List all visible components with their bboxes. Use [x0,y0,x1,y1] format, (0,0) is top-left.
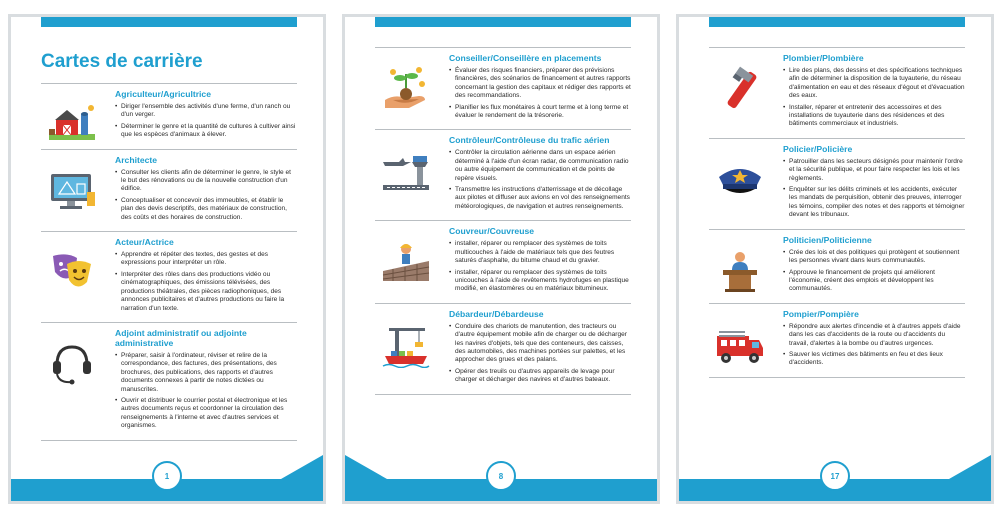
page-number: 1 [152,461,182,491]
career-list [709,47,965,378]
career-title: Pompier/Pompière [783,308,859,319]
career-title: Adjoint administratif ou adjointe administrative [115,327,247,348]
career-title: Plombier/Plombière [783,53,864,63]
career-list [41,83,297,441]
career-bullet: • installer, réparer ou remplacer des systèmes de toits unicouches à l'aide de revêtements hydrofuges en plastique modifié, en élastomères ou en matériaux bitumineux. [449,269,631,294]
career-card-politician [709,229,965,303]
career-bullet: • Préparer, saisir à l'ordinateur, réviser et relire de la correspondance, des factures, des présentations, des brochures, des publications, des rapports et d'autres documents connexes à partir de notes dictées ou manuscrites. [115,352,297,394]
top-accent-bar [709,17,965,27]
career-bullet: • Déterminer le genre et la quantité de cultures à cultiver ainsi que les espèces d'animaux à élever. [115,123,297,140]
career-bullet: • Crée des lois et des politiques qui protègent et soutiennent les personnes vivant dans leurs communautés. [783,249,965,266]
career-bullet: • Lire des plans, des dessins et des spécifications techniques afin de déterminer la disposition de la tuyauterie, du réseau d'alimentation en eau et des réseaux d'égout et d'évacuation des eaux. [783,67,965,101]
document-title: Cartes de carrière [41,51,203,72]
page-17 [676,14,994,504]
career-bullet: • Diriger l'ensemble des activités d'une ferme, d'un ranch ou d'un verger. [115,103,297,120]
career-bullet: • Opérer des treuils ou d'autres appareils de levage pour charger et décharger des navires et d'autres bateaux. [449,368,631,385]
career-card-firefighter [709,303,965,378]
career-card-longshore-worker [375,303,631,395]
page-number: 17 [820,461,850,491]
career-card-police-officer [709,138,965,229]
career-title: Acteur/Actrice [115,237,174,248]
career-bullet: • Apprendre et répéter des textes, des gestes et des expressions pour interpréter un rôle. [115,251,297,268]
career-card-admin-assistant [41,322,297,441]
career-bullet: • Répondre aux alertes d'incendie et à d'autres appels d'aide dans les cas d'accidents de la route ou d'accidents du travail, d'alertes à la bombe ou d'autres urgences. [783,323,965,348]
career-bullet: • Planifier les flux monétaires à court terme et à long terme et évaluer le rendement de la trésorerie. [449,104,631,121]
farm-barn-icon [47,102,97,148]
career-title: Conseiller/Conseillère en placements [449,53,602,63]
top-accent-bar [41,17,297,27]
politician-podium-icon [715,248,765,294]
career-bullet: • Transmettre les instructions d'atterrissage et de décollage aux pilotes et diffuser aux avions en vol des renseignements météorologiques, de navigation et autres renseignements. [449,186,631,211]
career-title: Contrôleur/Contrôleuse du trafic aérien [449,135,610,146]
page-8 [342,14,660,504]
career-bullet: • Approuve le financement de projets qui améliorent l'économie, créent des emplois et développent les communautés. [783,269,965,294]
career-card-farmer [41,83,297,149]
career-title: Politicien/Politicienne [783,234,872,245]
page-1 [8,14,326,504]
computer-blueprint-icon [47,168,97,214]
career-bullet: • Installer, réparer et entretenir des accessoires et des installations de tuyauterie dans des résidences et des bâtiments commerciaux et industriels. [783,104,965,129]
career-bullet: • Patrouiller dans les secteurs désignés pour maintenir l'ordre et la sécurité publique, et pour faire respecter les lois et les règlements. [783,158,965,183]
career-bullet: • Enquêter sur les délits criminels et les accidents, exécuter les mandats de perquisition, obtenir des preuves, interroger les témoins, compiler des notes et des rapports et témoigner devant les tribunaux. [783,186,965,220]
career-bullet: • Conceptualiser et concevoir des immeubles, et établir le plan des devis descriptifs, des matériaux de construction, des coûts et des horaires de construction. [115,197,297,222]
control-tower-icon [381,148,431,194]
career-card-roofer [375,220,631,302]
harbor-crane-icon [381,322,431,368]
career-card-air-traffic-controller [375,129,631,220]
theater-masks-icon [47,250,97,296]
career-bullet: • Interpréter des rôles dans des productions vidéo ou cinématographiques, des émissions télévisées, des productions théâtrales, des pièces radiophoniques, des annonces publicitaires et d'autres productions ou faire la narration d'un texte. [115,271,297,313]
career-bullet: • Sauver les victimes des bâtiments en feu et des lieux d'accidents. [783,351,965,368]
top-accent-bar [375,17,631,27]
career-bullet: • Conduire des chariots de manutention, des tracteurs ou d'autre équipement mobile afin de charger ou de décharger les navires d'objets, tels que des conteneurs, des caisses, des automobiles, des machines portées sur palettes, et les approcher des grues et des palans. [449,323,631,365]
career-bullet: • installer, réparer ou remplacer des systèmes de toits multicouches à l'aide de matériaux tels que des feutres saturés d'asphalte, du bitume chaud et du gravier. [449,240,631,265]
pipe-wrench-icon [715,66,765,112]
career-bullet: • Ouvrir et distribuer le courrier postal et électronique et les autres documents reçus et coordonner la circulation des renseignements à l'interne et avec d'autres services et organismes. [115,397,297,431]
career-bullet: • Consulter les clients afin de déterminer le genre, le style et le but des rénovations ou de la nouvelle construction d'un édifice. [115,169,297,194]
career-list [375,47,631,395]
headset-icon [47,341,97,387]
police-cap-icon [715,157,765,203]
roofer-icon [381,239,431,285]
career-bullet: • Évaluer des risques financiers, préparer des prévisions financières, des scénarios de financement et autres rapports concernant la gestion des capitaux et rédiger des rapports et des recommandations. [449,67,631,101]
career-card-actor [41,231,297,322]
page-number: 8 [486,461,516,491]
career-title: Débardeur/Débardeuse [449,308,544,319]
career-card-plumber [709,47,965,138]
career-title: Agriculteur/Agricultrice [115,89,211,99]
career-bullet: • Contrôler la circulation aérienne dans un espace aérien déterminé à l'aide d'un écran radar, de communication radio ou autre équipement de communication et de points de repère visuels. [449,149,631,183]
career-title: Architecte [115,154,158,165]
money-plant-hand-icon [381,66,431,112]
career-card-architect [41,149,297,231]
career-title: Policier/Policière [783,143,853,154]
fire-truck-icon [715,322,765,368]
career-title: Couvreur/Couvreuse [449,226,535,237]
career-card-investment-advisor [375,47,631,129]
